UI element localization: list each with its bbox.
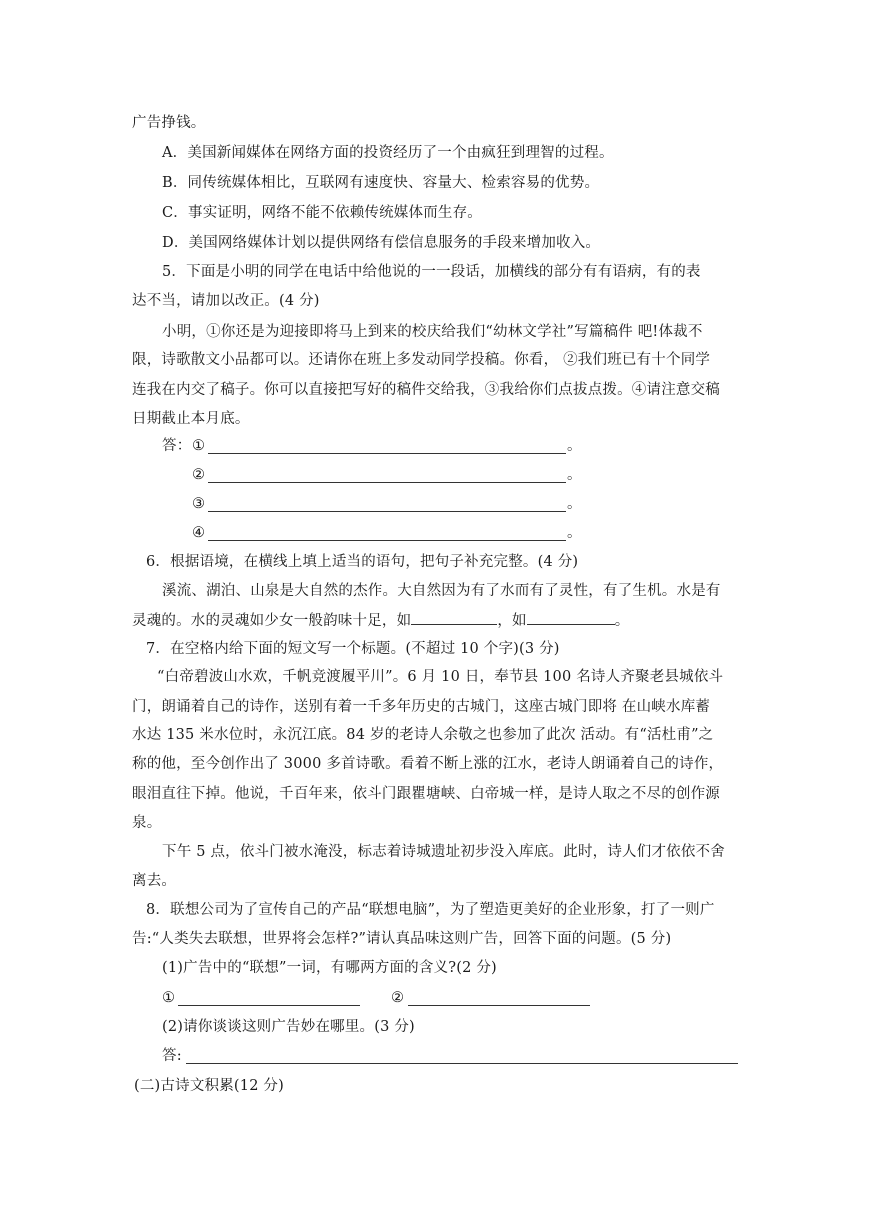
q7-stem: 7．在空格内给下面的短文写一个标题。(不超过 10 个字)(3 分)	[146, 641, 560, 657]
q5-end-2: 。	[567, 467, 582, 483]
q5-stem-line2: 达不当，请加以改正。(4 分)	[132, 293, 320, 309]
q5-marker-4: ④	[192, 525, 206, 541]
q7-passage-line4: 称的他，至今创作出了 3000 多首诗歌。看着不断上涨的江水，老诗人朗诵着自己的诗作，	[132, 756, 724, 772]
q6-line2	[132, 610, 629, 631]
q6-line1: 溪流、湖泊、山泉是大自然的杰作。大自然因为有了水而有了灵性，有了生机。水是有	[162, 583, 721, 599]
intro-tail: 广告挣钱。	[132, 115, 206, 131]
q4-option-c: C．事实证明，网络不能不依赖传统媒体而生存。	[162, 205, 482, 221]
q6-line2-b: ，如	[497, 613, 527, 629]
q5-stem-line1: 5．下面是小明的同学在电话中给他说的一一段话，加横线的部分有有语病，有的表	[162, 264, 701, 280]
q5-end-3: 。	[567, 496, 582, 512]
q7-passage-line5: 眼泪直往下掉。他说，千百年来，依斗门跟瞿塘峡、白帝城一样，是诗人取之不尽的创作源	[132, 786, 720, 802]
q5-passage-line1: 小明，①你还是为迎接即将马上到来的校庆给我们“幼林文学社”写篇稿件 吧!体裁不	[162, 324, 703, 340]
q4-option-a: A．美国新闻媒体在网络方面的投资经历了一个由疯狂到理智的过程。	[162, 145, 614, 161]
q8-stem-line1: 8．联想公司为了宣传自己的产品“联想电脑”，为了塑造更美好的企业形象，打了一则广	[146, 902, 715, 918]
q6-stem: 6．根据语境，在横线上填上适当的语句，把句子补充完整。(4 分)	[146, 554, 579, 570]
q7-passage-line3: 水达 135 米水位时，永沉江底。84 岁的老诗人余敬之也参加了此次 活动。有“活杜甫”之	[132, 727, 714, 743]
q7-passage2-line2: 离去。	[132, 873, 177, 889]
q4-option-b: B．同传统媒体相比，互联网有速度快、容量大、检索容易的优势。	[162, 175, 600, 191]
q8-sub2-answer-line[interactable]	[186, 1063, 738, 1064]
q5-passage-line3: 连我在内交了稿子。你可以直接把写好的稿件交给我，③我给你们点拔点拨。④请注意交稿	[132, 382, 720, 398]
q8-stem-line2: 告:“人类失去联想，世界将会怎样?”请认真品味这则广告，回答下面的问题。(5 分)	[132, 931, 672, 947]
q7-passage-line2: 门，朗诵着自己的诗作，送别有着一千多年历史的古城门，这座古城门即将 在山峡水库蓄	[132, 699, 711, 715]
q8-sub1-marker-2: ②	[391, 990, 405, 1006]
q6-line2-c: 。	[614, 613, 630, 629]
q5-passage-line4: 日期截止本月底。	[132, 411, 250, 427]
q5-answer-line-1[interactable]	[208, 453, 566, 454]
q8-sub1: (1)广告中的“联想”一词，有哪两方面的含义?(2 分)	[162, 960, 497, 976]
q7-passage-line1: “白帝碧波山水欢，千帆竞渡履平川”。6 月 10 日，奉节县 100 名诗人齐聚老县城依斗	[157, 669, 724, 685]
q7-passage-line6: 泉。	[132, 815, 162, 831]
section-2-heading: (二)古诗文积累(12 分)	[134, 1078, 284, 1094]
q5-end-1: 。	[567, 438, 582, 454]
q5-passage-line2: 限，诗歌散文小品都可以。还请你在班上多发动同学投稿。你看， ②我们班已有十个同学	[132, 352, 711, 368]
q4-option-d: D．美国网络媒体计划以提供网络有偿信息服务的手段来增加收入。	[162, 235, 601, 251]
q5-marker-3: ③	[192, 496, 206, 512]
q6-blank-1[interactable]	[411, 610, 497, 625]
q8-sub2: (2)请你谈谈这则广告妙在哪里。(3 分)	[162, 1019, 415, 1035]
q5-marker-2: ②	[192, 467, 206, 483]
q5-answer-line-2[interactable]	[208, 482, 566, 483]
q6-blank-2[interactable]	[527, 610, 615, 625]
q5-end-4: 。	[567, 525, 582, 541]
q8-sub1-marker-1: ①	[162, 990, 176, 1006]
q5-answer-label: 答：	[162, 438, 192, 454]
q5-marker-1: ①	[192, 438, 206, 454]
q5-answer-line-4[interactable]	[208, 540, 566, 541]
q8-sub1-answer-line-1[interactable]	[178, 1005, 360, 1006]
q7-passage2-line1: 下午 5 点，依斗门被水淹没，标志着诗城遗址初步没入库底。此时，诗人们才依依不舍	[162, 844, 725, 860]
q8-sub1-answer-line-2[interactable]	[408, 1005, 590, 1006]
q5-answer-line-3[interactable]	[208, 511, 566, 512]
q8-answer-label: 答:	[162, 1048, 182, 1064]
q6-line2-a: 灵魂的。水的灵魂如少女一般韵味十足，如	[132, 613, 412, 629]
